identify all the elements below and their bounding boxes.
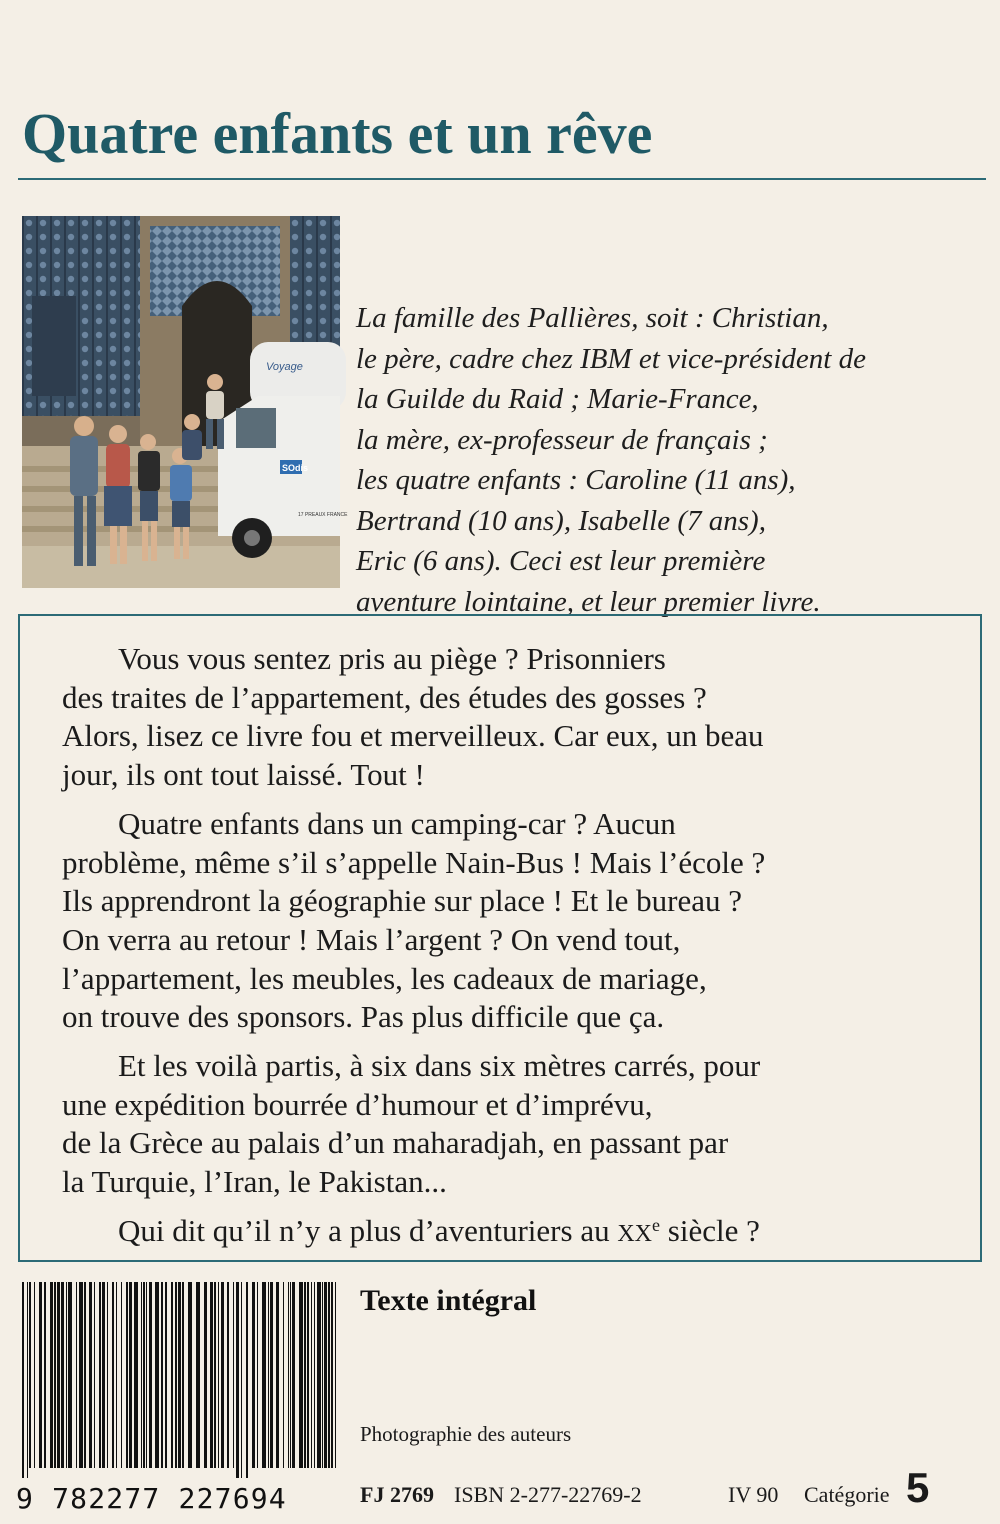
barcode-bar — [182, 1282, 184, 1468]
blurb-line: jour, ils ont tout laissé. Tout ! — [62, 757, 425, 793]
barcode-bar — [134, 1282, 138, 1468]
blurb-paragraph-3 — [62, 1047, 962, 1202]
photo-credit: Photographie des auteurs — [360, 1422, 572, 1446]
barcode-bar — [29, 1282, 31, 1468]
barcode-bar — [155, 1282, 159, 1468]
barcode-bar — [270, 1282, 273, 1468]
barcode-bar — [257, 1282, 258, 1468]
barcode-bar — [27, 1282, 28, 1478]
barcode-bar — [276, 1282, 279, 1468]
barcode-bar — [304, 1282, 306, 1468]
bio-line: la mère, ex-professeur de français ; — [356, 423, 768, 456]
barcode-bar — [311, 1282, 312, 1468]
blurb-line: Alors, lisez ce livre fou et merveilleux. Car eux, un beau — [62, 718, 764, 754]
barcode-bar — [39, 1282, 42, 1468]
barcode-bar — [204, 1282, 207, 1468]
blurb-question-end: siècle ? — [660, 1212, 760, 1248]
barcode-bar — [283, 1282, 284, 1468]
blurb-paragraph-1 — [62, 640, 962, 795]
barcode-bar — [262, 1282, 266, 1468]
blurb-question-start: Qui dit qu’il n’y a plus d’aventuriers au — [118, 1212, 618, 1248]
barcode-bar — [227, 1282, 229, 1468]
bio-line: aventure lointaine, et leur premier livre. — [356, 585, 821, 618]
blurb-line: une expédition bourrée d’humour et d’imprévu, — [62, 1086, 653, 1122]
barcode-bar — [322, 1282, 323, 1468]
barcode-bar — [50, 1282, 53, 1468]
barcode-bar — [268, 1282, 269, 1468]
barcode-bar — [94, 1282, 95, 1468]
blurb-line: Ils apprendront la géographie sur place ! Et le bureau ? — [62, 883, 742, 919]
blurb-line: Vous vous sentez pris au piège ? Prisonniers — [118, 641, 666, 676]
bio-line: Bertrand (10 ans), Isabelle (7 ans), — [356, 504, 766, 537]
barcode-bar — [196, 1282, 200, 1468]
barcode-bar — [246, 1282, 248, 1478]
barcode-bar — [236, 1282, 239, 1478]
barcode-bar — [241, 1282, 242, 1478]
barcode-bar — [307, 1282, 309, 1468]
category-number: 5 — [906, 1464, 930, 1511]
barcode-bar — [324, 1282, 327, 1468]
barcode-bar — [288, 1282, 289, 1468]
barcode-bar — [79, 1282, 83, 1468]
barcode-bar — [107, 1282, 108, 1468]
blurb-line: de la Grèce au palais d’un maharadjah, en passant par — [62, 1125, 729, 1161]
series-number: FJ 2769 — [360, 1482, 434, 1507]
blurb-line: Quatre enfants dans un camping-car ? Aucun — [118, 805, 676, 841]
barcode-bar — [314, 1282, 315, 1468]
barcode-bars — [16, 1282, 344, 1478]
bio-line: La famille des Pallières, soit : Christian, — [356, 302, 829, 334]
barcode-bar — [175, 1282, 177, 1468]
blurb-line: on trouve des sponsors. Pas plus difficile que ça. — [62, 999, 665, 1035]
blurb-line: l’appartement, les meubles, les cadeaux de mariage, — [62, 960, 707, 996]
barcode-bar — [317, 1282, 321, 1468]
blurb-line: Et les voilà partis, à six dans six mètres carrés, pour — [118, 1048, 761, 1084]
barcode-bar — [331, 1282, 333, 1468]
blurb-paragraph-2 — [62, 805, 962, 1037]
blurb-line: la Turquie, l’Iran, le Pakistan... — [62, 1164, 447, 1200]
barcode-bar — [214, 1282, 216, 1468]
barcode-bar — [84, 1282, 86, 1468]
barcode-bar — [218, 1282, 219, 1468]
barcode-bar — [34, 1282, 35, 1468]
print-code: IV 90 — [728, 1482, 779, 1507]
barcode-bar — [112, 1282, 114, 1468]
family-photo-illustration — [22, 216, 348, 588]
author-photo — [22, 216, 348, 588]
blurb-line: problème, même s’il s’appelle Nain-Bus ! Mais l’école ? — [62, 844, 766, 880]
van-plate-text: 17 PREAUX FRANCE — [298, 512, 348, 518]
century-numeral: XX — [617, 1220, 653, 1247]
barcode-bar — [188, 1282, 192, 1468]
barcode-bar — [161, 1282, 163, 1468]
publication-info — [360, 1464, 940, 1516]
barcode-bar — [57, 1282, 60, 1468]
barcode-bar — [165, 1282, 167, 1468]
blurb-line: On verra au retour ! Mais l’argent ? On vend tout, — [62, 921, 681, 957]
bio-line: Eric (6 ans). Ceci est leur première — [356, 545, 766, 577]
barcode-bar — [44, 1282, 46, 1468]
barcode-number: 9 782277 227694 — [16, 1482, 287, 1515]
barcode-bar — [290, 1282, 291, 1468]
barcode-bar — [129, 1282, 132, 1468]
barcode-bar — [116, 1282, 117, 1468]
barcode-bar — [54, 1282, 56, 1468]
bio-line: les quatre enfants : Caroline (11 ans), — [356, 464, 796, 496]
blurb-line: des traites de l’appartement, des études des gosses ? — [62, 679, 707, 715]
blurb-box — [18, 614, 982, 1262]
barcode-bar — [143, 1282, 145, 1468]
texte-integral-label: Texte intégral — [360, 1284, 537, 1317]
bio-line: le père, cadre chez IBM et vice-président de — [356, 342, 866, 375]
barcode-bar — [141, 1282, 142, 1468]
category-label: Catégorie — [804, 1482, 890, 1507]
svg-text:Voyage: Voyage — [266, 361, 303, 373]
barcode-bar — [99, 1282, 101, 1468]
blurb-text — [62, 640, 962, 1264]
isbn: ISBN 2-277-22769-2 — [454, 1482, 642, 1507]
barcode-bar — [121, 1282, 122, 1468]
ean-barcode — [16, 1282, 344, 1514]
sponsor-sticker-text: SOdis — [282, 463, 309, 473]
author-bio — [356, 298, 956, 622]
barcode-bar — [89, 1282, 92, 1468]
barcode-bar — [68, 1282, 72, 1468]
barcode-bar — [335, 1282, 336, 1468]
barcode-bar — [178, 1282, 181, 1468]
barcode-bar — [221, 1282, 224, 1468]
barcode-bar — [171, 1282, 173, 1468]
barcode-bar — [299, 1282, 303, 1468]
book-title: Quatre enfants et un rêve — [22, 101, 653, 166]
barcode-bar — [252, 1282, 255, 1468]
barcode-bar — [146, 1282, 147, 1468]
barcode-bar — [22, 1282, 24, 1478]
barcode-bar — [102, 1282, 105, 1468]
barcode-bar — [328, 1282, 330, 1468]
barcode-bar — [233, 1282, 234, 1468]
blurb-paragraph-4 — [62, 1212, 962, 1254]
barcode-bar — [126, 1282, 128, 1468]
century-superscript: e — [652, 1214, 661, 1235]
bio-line: la Guilde du Raid ; Marie-France, — [356, 383, 759, 415]
barcode-bar — [66, 1282, 67, 1468]
barcode-bar — [210, 1282, 213, 1468]
barcode-bar — [292, 1282, 295, 1468]
title-rule — [18, 178, 986, 180]
barcode-bar — [149, 1282, 152, 1468]
barcode-bar — [76, 1282, 77, 1468]
barcode-bar — [61, 1282, 64, 1468]
